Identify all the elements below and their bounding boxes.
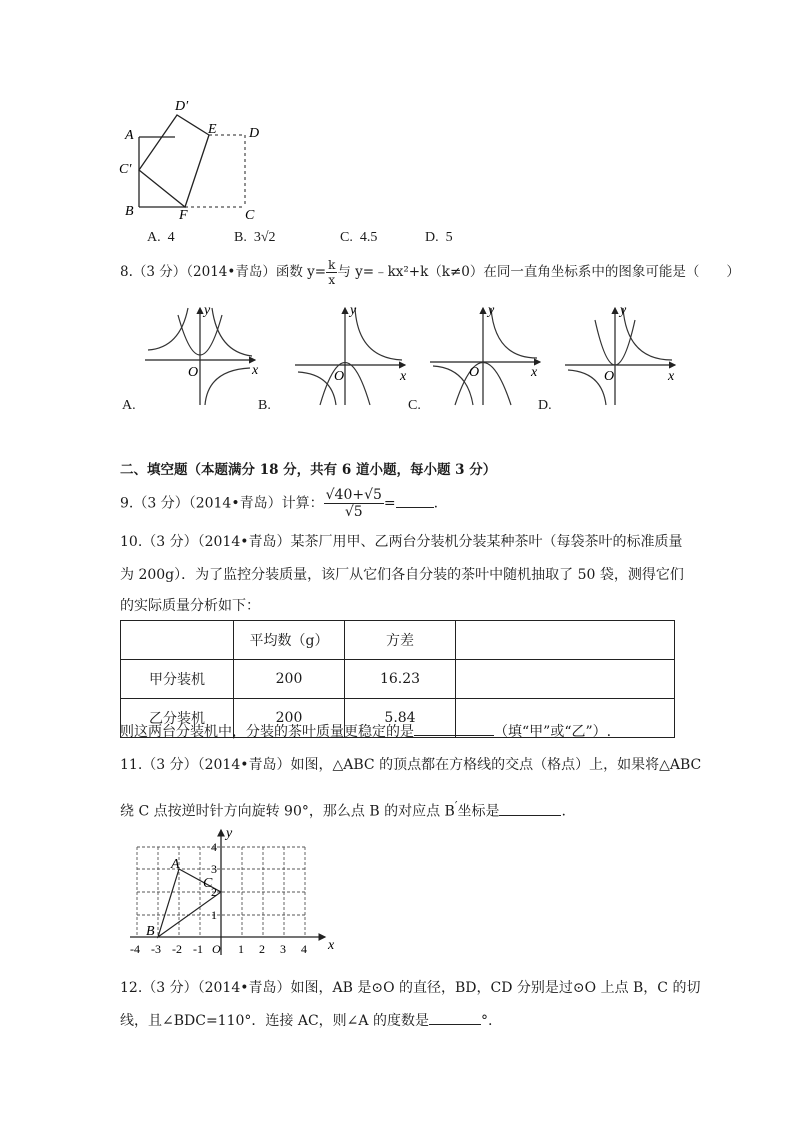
q8-graph-a[interactable] xyxy=(140,300,265,410)
y-tick-label: 2 xyxy=(211,885,217,899)
q11-line2-prefix: 绕 C 点按逆时针方向旋转 90°，那么点 B 的对应点 B xyxy=(120,803,455,820)
fold-figure xyxy=(115,95,275,225)
q10-line2: 为 200g）．为了监控分装质量，该厂从它们各自分装的茶叶中随机抽取了 50 袋，测得它们 xyxy=(120,567,684,583)
q7-option-b[interactable]: B. 3√2 xyxy=(234,230,276,245)
q8-fraction xyxy=(326,258,337,287)
label-F: F xyxy=(179,208,188,223)
q8-option-c-label[interactable]: C. xyxy=(408,398,421,413)
q11-end: . xyxy=(561,803,566,820)
q11-line2 xyxy=(120,796,566,822)
q8-prefix: 8.（3 分）（2014•青岛）函数 y= xyxy=(120,264,327,280)
y-axis-label: y xyxy=(226,826,233,841)
q12-line1: 12.（3 分）（2014•青岛）如图，AB 是⊙O 的直径，BD，CD 分别是过⊙O 上点 B，C 的切 xyxy=(120,980,701,996)
q7-option-a[interactable]: A. 4 xyxy=(147,230,175,245)
q8-c-y-label: y xyxy=(488,303,495,318)
q11-answer-blank[interactable] xyxy=(499,815,561,816)
x-tick-label: -1 xyxy=(193,942,203,956)
q11-prime-mark: ′ xyxy=(454,799,458,813)
q8-c-x-label: x xyxy=(531,365,538,380)
q8-d-origin: O xyxy=(604,369,615,384)
q8-graph-c[interactable] xyxy=(425,300,550,410)
x-tick-labels xyxy=(130,942,307,956)
x-tick-label: -4 xyxy=(130,942,140,956)
table-header-cell: 平均数（g） xyxy=(234,621,345,660)
q7-option-c[interactable]: C. 4.5 xyxy=(340,230,378,245)
q9-prefix: 9.（3 分）（2014•青岛）计算： xyxy=(120,495,324,512)
q12-answer-blank[interactable] xyxy=(429,1024,481,1025)
q8-stem xyxy=(120,258,740,287)
q8-graph-d[interactable] xyxy=(560,300,685,410)
q9-denominator: √5 xyxy=(344,504,363,520)
point-B-label: B xyxy=(146,924,155,939)
q11-grid-figure xyxy=(125,825,345,960)
label-D: D xyxy=(249,126,260,141)
x-tick-label: 2 xyxy=(259,942,265,956)
q8-b-x-label: x xyxy=(400,369,407,384)
x-tick-label: -2 xyxy=(172,942,182,956)
point-C-label: C xyxy=(203,876,213,891)
q11-line2-suffix: 坐标是 xyxy=(457,803,500,820)
q11-line1: 11.（3 分）（2014•青岛）如图，△ABC 的顶点都在方格线的交点（格点）上，如果将△ABC xyxy=(120,757,702,773)
label-E: E xyxy=(208,122,217,137)
q9-end: . xyxy=(433,495,439,512)
q10-question-suffix: （填“甲”或“乙”）. xyxy=(494,724,612,740)
section-heading: 二、填空题（本题满分 18 分，共有 6 道小题，每小题 3 分） xyxy=(120,462,497,478)
table-cell: 甲分装机 xyxy=(121,660,234,699)
q10-line1: 10.（3 分）（2014•青岛）某茶厂用甲、乙两台分装机分装某种茶叶（每袋茶叶的标准质量 xyxy=(120,534,683,550)
q8-b-y-label: y xyxy=(350,303,357,318)
q7-option-c-value: 4.5 xyxy=(359,230,378,245)
q9-answer-blank[interactable] xyxy=(396,507,434,508)
q8-d-y-label: y xyxy=(620,303,627,318)
q8-b-origin: O xyxy=(334,369,345,384)
q8-d-x-label: x xyxy=(668,369,675,384)
q12-line2-suffix: °. xyxy=(480,1013,493,1029)
table-header-cell xyxy=(121,621,234,660)
table-empty-cell xyxy=(456,621,675,660)
q10-question xyxy=(120,722,611,742)
q9-fraction xyxy=(324,487,384,520)
q8-frac-den: x xyxy=(328,273,336,287)
table-cell: 5.84 xyxy=(345,699,456,738)
label-C-prime: C′ xyxy=(119,162,132,177)
q7-option-d-value: 5 xyxy=(445,230,453,245)
q8-option-d-label[interactable]: D. xyxy=(538,398,552,413)
q10-answer-blank[interactable] xyxy=(414,735,494,736)
q8-suffix: 与 y=﹣kx²+k（k≠0）在同一直角坐标系中的图象可能是（ ） xyxy=(337,264,740,280)
q8-graph-b[interactable] xyxy=(290,300,415,410)
q12-line2-prefix: 线，且∠BDC=110°．连接 AC，则∠A 的度数是 xyxy=(120,1013,429,1029)
q9-numerator: √40+√5 xyxy=(325,487,382,503)
q10-table xyxy=(120,620,675,738)
q12-line2 xyxy=(120,1011,492,1031)
x-tick-label: 3 xyxy=(280,942,286,956)
table-cell: 200 xyxy=(234,699,345,738)
table-header-row xyxy=(121,621,675,660)
x-tick-label: 1 xyxy=(238,942,244,956)
y-tick-label: 3 xyxy=(211,862,217,876)
q7-option-b-value: 3√2 xyxy=(253,230,276,245)
folded-shape xyxy=(139,115,209,207)
origin-label: O xyxy=(212,942,221,956)
q8-option-b-label[interactable]: B. xyxy=(258,398,271,413)
q9-equals: = xyxy=(383,495,396,512)
x-axis-label: x xyxy=(328,938,335,953)
q10-question-prefix: 则这两台分装机中，分装的茶叶质量更稳定的是 xyxy=(120,724,414,740)
table-cell: 16.23 xyxy=(345,660,456,699)
table-cell: 乙分装机 xyxy=(121,699,234,738)
x-tick-label: -3 xyxy=(151,942,161,956)
q8-a-x-label: x xyxy=(252,363,259,378)
table-empty-cell xyxy=(456,660,675,699)
q8-a-y-label: y xyxy=(204,303,211,318)
label-D-prime: D′ xyxy=(175,99,189,114)
q7-option-d[interactable]: D. 5 xyxy=(425,230,453,245)
label-A: A xyxy=(125,128,134,143)
q8-c-origin: O xyxy=(469,365,480,380)
q7-option-a-value: 4 xyxy=(167,230,175,245)
q10-line3: 的实际质量分析如下： xyxy=(120,598,260,614)
label-B: B xyxy=(125,204,134,219)
q9-stem xyxy=(120,487,438,520)
label-C: C xyxy=(245,208,255,223)
point-A-label: A xyxy=(171,857,180,872)
q8-frac-num: k xyxy=(328,258,336,272)
q8-a-origin: O xyxy=(188,365,199,380)
table-row xyxy=(121,660,675,699)
q8-option-a-label[interactable]: A. xyxy=(122,398,136,413)
x-tick-label: 4 xyxy=(301,942,307,956)
y-tick-label: 1 xyxy=(211,908,217,922)
y-tick-label: 4 xyxy=(211,840,217,854)
table-cell: 200 xyxy=(234,660,345,699)
table-header-cell: 方差 xyxy=(345,621,456,660)
